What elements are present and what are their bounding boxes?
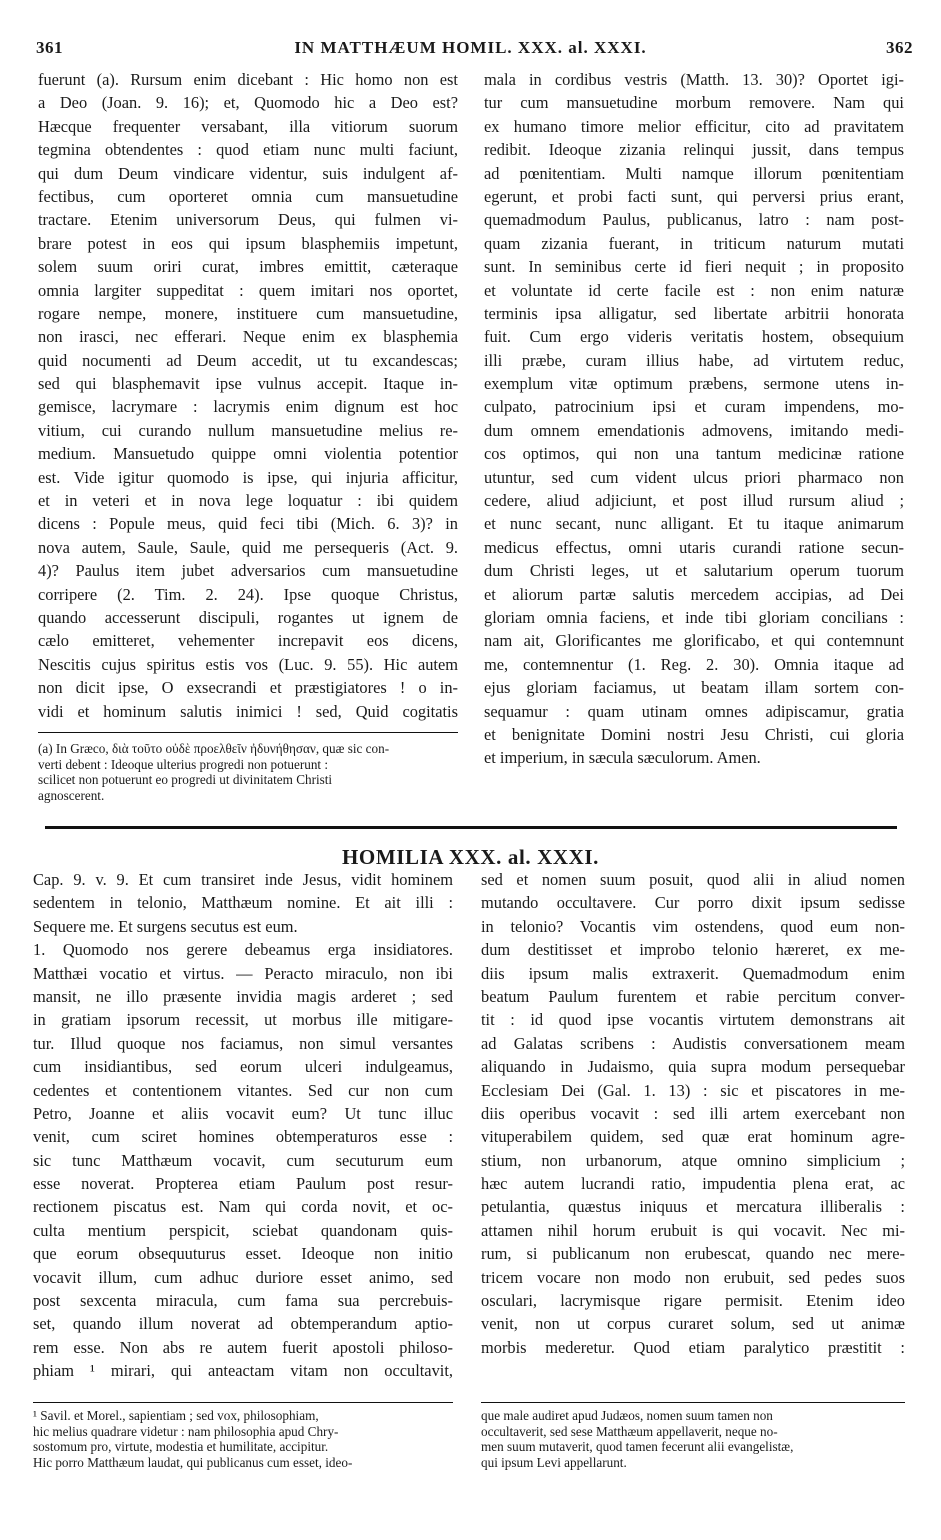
text-line: ex humano timore melior efficitur, cito ad pravitatem (484, 116, 904, 136)
text-line: occultaverit, sed sese Matthæum appellaverit, neque no- (481, 1423, 778, 1439)
text-line: fuerunt (a). Rursum enim dicebant : Hic homo non est (38, 70, 458, 89)
text-line: Hæcque frequenter versabant, illa vitiorum suorum (38, 116, 458, 136)
text-line: dum omnem emendationis admovens, imitando medi- (484, 420, 904, 440)
text-line: egerunt, et probi facti sunt, qui perversi prius erant, (484, 186, 904, 206)
text-line: qui dum Deum vindicare videntur, suis indulgent af- (38, 163, 458, 183)
text-line: sequamur : quam utinam omnes adipiscamur, gratia (484, 701, 904, 721)
text-line: rogare nempe, monere, instituere cum mansuetudine, (38, 303, 458, 323)
text-line: nam ait, Glorificantes me glorificabo, et qui contemnunt (484, 631, 904, 651)
text-line: cedentes et contentionem vitantes. Sed cur non cum (33, 1080, 453, 1100)
text-line: tegmina obtendentes : quod etiam nunc multi faciunt, (38, 140, 458, 160)
text-line: Ecclesiam Dei (Gal. 1. 13) : sic et piscatores in me- (481, 1080, 905, 1100)
text-line: men suum mutaverit, quod tamen fecerunt alii evangelistæ, (481, 1439, 794, 1454)
text-line: est. Vide igitur quomodo is ipse, qui injuria afficitur, (38, 467, 458, 487)
text-line: Matthæi vocatio et virtus. — Peracto miraculo, non ibi (33, 963, 453, 983)
text-line: et nunc secant, nunc alligant. Et tu itaque animarum (484, 514, 904, 534)
text-line: dicens : Popule meus, quid feci tibi (Mich. 6. 3)? in (38, 514, 458, 534)
text-line: dum destitisset et improbo telonio hæreret, ex me- (481, 940, 905, 960)
text-line: quid nocumenti ad Deum accedit, ut tu excandescas; (38, 350, 458, 370)
text-line: rectionem piscatus est. Nam qui corda novit, et oc- (33, 1197, 453, 1217)
text-line: petulantia, quæstus iniquus et mercatura illiberalis : (481, 1197, 905, 1217)
text-line: brare potest in eos qui ipsum blasphemiis impetunt, (38, 233, 458, 253)
text-line: mala in cordibus vestris (Matth. 13. 30)? Oportet igi- (484, 70, 904, 89)
text-line: sostomum pro, virtute, modestia et humilitate, accipitur. (33, 1439, 329, 1454)
text-line: esse noverat. Propterea etiam Paulum post resur- (33, 1174, 453, 1194)
text-line: in gratiam ipsorum recessit, ut morbus ille mitigare- (33, 1010, 453, 1030)
text-line: 1. Quomodo nos gerere debeamus erga insidiatores. (33, 940, 453, 960)
text-line: hæc autem lucrandi ratio, impudentia plena erat, ac (481, 1174, 905, 1194)
text-line: et aliorum partæ salutis mercedem accipias, ad Dei (484, 584, 904, 604)
text-line: sedentem in telonio, Matthæum nomine. Et ait illi : (33, 893, 453, 913)
text-line: que eorum obsequuturus esset. Ideoque non initio (33, 1244, 453, 1264)
bottom-left-footnote (33, 1408, 453, 1470)
text-line: gemisce, lacrymare : lacrymis enim dignum est hoc (38, 397, 458, 417)
text-line: fuit. Cum ergo videris veritatis hostem, obsequium (484, 327, 904, 347)
homily-title: HOMILIA XXX. al. XXXI. (341, 845, 600, 869)
text-line: terminis ipsa alligatur, sed libertate arbitrii honorata (484, 303, 904, 323)
text-line: qui ipsum Levi appellarunt. (481, 1454, 627, 1470)
text-line: diis ipsum malis extraxerit. Quemadmodum enim (481, 963, 905, 983)
text-line: venit, non ut corpus curaret solum, sed ut animæ (481, 1314, 905, 1334)
text-line: tricem vocare non modo non erubuit, sed pedes suos (481, 1267, 905, 1287)
text-line: cos optimos, qui non una tantum medicinæ ratione (484, 444, 904, 464)
text-line: tur. Illud quoque nos faciamus, non simul versantes (33, 1033, 453, 1053)
text-line: Hic porro Matthæum laudat, qui publicanus cum esset, ideo- (33, 1454, 353, 1470)
bottom-right-column (481, 868, 905, 1359)
text-line: venit, cum sciret homines obtemperaturos esse : (33, 1127, 453, 1147)
text-line: mutando occultavere. Cur porro dixit ipsum sedisse (481, 893, 905, 913)
text-line: quam zizania fuerant, in triticum naturum mutati (484, 233, 904, 253)
text-line: exemplum vitæ optimum præbens, sermone utens in- (484, 374, 904, 394)
text-line: ¹ Savil. et Morel., sapientiam ; sed vox, philosophiam, (33, 1408, 319, 1423)
text-line: sed qui blasphemavit ipse vulnus accepit. Itaque in- (38, 374, 458, 394)
text-line: sed et nomen suum posuit, quod alii in aliud nomen (481, 870, 905, 889)
text-line: tur cum mansuetudine morbum removere. Nam qui (484, 93, 904, 113)
page-number-right: 362 (886, 38, 913, 57)
text-line: cum insidiantibus, sed eorum ulceri indulgeamus, (33, 1057, 453, 1077)
text-line: illi præbe, curam illius habe, ad virtutem reduc, (484, 350, 904, 370)
text-line: stium, non urbanorum, atque omnino simplicium ; (481, 1150, 905, 1170)
footnote-rule (38, 732, 458, 733)
text-line: 4)? Paulus item jubet adversarios cum mansuetudine (38, 561, 458, 581)
text-line: post sexcenta miracula, cum fama sua percrebuis- (33, 1291, 453, 1311)
text-line: hic melius quadrare videtur : nam philosophia apud Chry- (33, 1423, 339, 1439)
text-line: set, quando illum noverat ad obtemperandum aptio- (33, 1314, 453, 1334)
text-line: tit : id quod ipse vocantis virtutem demonstrans ait (481, 1010, 905, 1030)
text-line: et in veteri et in nova lege loquatur : ibi quidem (38, 491, 458, 511)
text-line: et imperium, in sæcula sæculorum. Amen. (484, 748, 761, 768)
text-line: nova autem, Saule, Saule, quid me persequeris (Act. 9. (38, 537, 458, 557)
text-line: vituperabilem quidem, sed quæ erat hominum agre- (481, 1127, 905, 1147)
text-line: a Deo (Joan. 9. 16); et, Quomodo hic a Deo est? (38, 93, 458, 113)
text-line: mansit, ne illo præsente invidia magis arderet ; sed (33, 986, 453, 1006)
text-line: vidi et hominum salutis inimici ! sed, Quid cogitatis (38, 701, 458, 721)
text-line: phiam ¹ mirari, qui anteactam vitam non occultavit, (33, 1361, 453, 1381)
text-line: dum Christi leges, ut et salutarium operum tuorum (484, 561, 904, 581)
text-line: me, contemnentur (1. Reg. 2. 30). Omnia itaque ad (484, 654, 904, 674)
text-line: tractare. Etenim universorum Deus, qui fulmen vi- (38, 210, 458, 230)
text-line: cedere, aliud adjiciunt, et post illud rursum aliud ; (484, 491, 904, 511)
text-line: Nescitis cujus spiritus estis vos (Luc. 9. 55). Hic autem (38, 654, 458, 674)
text-line: sic tunc Matthæum vocavit, cum secuturum eum (33, 1150, 453, 1170)
text-line: in telonio? Vocantis vim ostendens, quod eum non- (481, 916, 905, 936)
top-left-footnote (38, 741, 458, 803)
text-line: morbis mederetur. Quod etiam paralytico præstitit : (481, 1337, 905, 1357)
text-line: non dicit ipse, O exsecrandi et præstigiatores ! o in- (38, 678, 458, 698)
text-line: redibit. Ideoque zizania relinqui jussit, dans tempus (484, 140, 904, 160)
text-line: (a) In Græco, διὰ τοῦτο οὐδὲ προελθεῖν ἠδυνήθησαν, quæ sic con- (38, 741, 390, 756)
text-line: sunt. In seminibus certe id fieri nequit ; in proposito (484, 257, 904, 277)
text-line: medium. Mansuetudo quippe omni violentia potentior (38, 444, 458, 464)
text-line: quando accesserunt discipuli, rogantes ut ignem de (38, 607, 458, 627)
text-line: culpato, patrocinium ipsi et curam impendens, mo- (484, 397, 904, 417)
text-line: vocavit illum, cum adhuc duriore esset animo, sed (33, 1267, 453, 1287)
page-number-left: 361 (36, 38, 63, 57)
text-line: quemadmodum Paulus, publicanus, latro : nam post- (484, 210, 904, 230)
top-right-column (484, 68, 904, 770)
footnote-rule-left (33, 1402, 453, 1403)
text-line: attamen nihil horum erubuit is qui vocavit. Nec mi- (481, 1220, 905, 1240)
text-line: diis operibus vocavit : sed illi artem exercebant non (481, 1103, 905, 1123)
text-line: gloriam omnia faciens, et inde tibi gloriam concilians : (484, 607, 904, 627)
top-left-column (38, 68, 458, 723)
text-line: utuntur, sed cum vident ulcus priori pharmaco non (484, 467, 904, 487)
text-line: vitium, cui curando nullum mansuetudine melius re- (38, 420, 458, 440)
bottom-left-column (33, 868, 453, 1383)
text-line: ad Galatas scribens : Audistis conversationem meam (481, 1033, 905, 1053)
text-line: culta mentium perspicit, sciebat quandonam quis- (33, 1220, 453, 1240)
text-line: medicus effectus, omni utaris curandi ratione secun- (484, 537, 904, 557)
section-rule (45, 826, 897, 829)
text-line: Petro, Joanne et aliis vocavit eum? Ut tunc illuc (33, 1103, 453, 1123)
text-line: beatum Paulum furentem et rabie percitum conver- (481, 986, 905, 1006)
text-line: fectibus, cum oporteret omnia cum mansuetudine (38, 186, 458, 206)
text-line: Sequere me. Et surgens secutus est eum. (33, 916, 298, 936)
text-line: verti debent : Ideoque ulterius progredi non potuerunt : (38, 756, 329, 772)
text-line: rum, si publicanum non erubescat, quando nec mere- (481, 1244, 905, 1264)
text-line: aliquando in Judaismo, quia supra modum persequebar (481, 1057, 905, 1077)
text-line: et benignitate Domini nostri Jesu Christi, cui gloria (484, 724, 904, 744)
text-line: ad pœnitentiam. Multi namque illorum pœnitentiam (484, 163, 904, 183)
running-title: IN MATTHÆUM HOMIL. XXX. al. XXXI. (294, 38, 647, 57)
text-line: omnia largiter suppeditat : quem imitari nos oportet, (38, 280, 458, 300)
footnote-rule-right (481, 1402, 905, 1403)
text-line: corripere (2. Tim. 2. 24). Ipse quoque Christus, (38, 584, 458, 604)
text-line: non irasci, nec efferari. Neque enim ex blasphemia (38, 327, 458, 347)
bottom-right-footnote (481, 1408, 905, 1470)
text-line: rem esse. Non abs re autem fuerit apostoli philoso- (33, 1337, 453, 1357)
text-line: ejus gloriam faciamus, ut beatam illam sortem con- (484, 678, 904, 698)
text-line: scilicet non potuerunt eo progredi ut divinitatem Christi (38, 772, 333, 787)
text-line: solem suum oriri curat, imbres emittit, cæteraque (38, 257, 458, 277)
text-line: Cap. 9. v. 9. Et cum transiret inde Jesus, vidit hominem (33, 870, 453, 889)
text-line: que male audiret apud Judæos, nomen suum tamen non (481, 1408, 773, 1423)
text-line: osculari, lacrymisque rigare permisit. Etenim ideo (481, 1291, 905, 1311)
text-line: et voluntate id certe facile est : non enim naturæ (484, 280, 904, 300)
text-line: cælo emitteret, vehementer increpavit eos dicens, (38, 631, 458, 651)
text-line: agnoscerent. (38, 787, 105, 803)
